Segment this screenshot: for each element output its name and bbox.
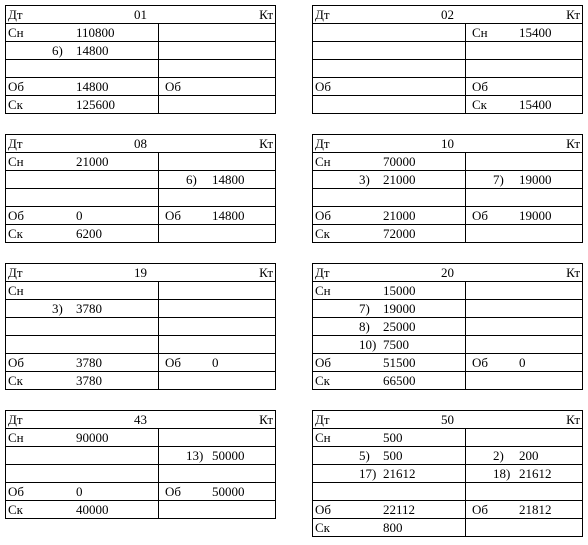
credit-amount: 21812 xyxy=(519,502,552,517)
debit-credit-divider xyxy=(158,318,159,335)
account-header xyxy=(6,135,275,152)
account-number: 20 xyxy=(441,265,454,280)
debit-amount: 125600 xyxy=(76,97,115,112)
credit-label: Кт xyxy=(259,412,273,427)
account-number: 43 xyxy=(134,412,147,427)
debit-credit-divider xyxy=(465,78,466,95)
debit-label: Дт xyxy=(8,136,23,151)
debit-amount: 500 xyxy=(383,448,403,463)
entry-row xyxy=(313,206,582,224)
entry-row xyxy=(313,281,582,299)
debit-amount: 14800 xyxy=(76,79,109,94)
debit-amount: 25000 xyxy=(383,319,416,334)
credit-amount: 0 xyxy=(519,355,526,370)
entry-row xyxy=(6,281,275,299)
entry-row xyxy=(6,317,275,335)
debit-amount: 70000 xyxy=(383,154,416,169)
credit-ref: 2) xyxy=(493,448,504,463)
debit-credit-divider xyxy=(465,42,466,59)
debit-amount: 21612 xyxy=(383,466,416,481)
debit-label-cell: Ск xyxy=(8,373,23,388)
debit-label-cell: Об xyxy=(315,502,332,517)
debit-label-cell: Об xyxy=(8,355,25,370)
debit-credit-divider xyxy=(465,372,466,389)
account-19 xyxy=(5,263,276,390)
account-20 xyxy=(312,263,583,390)
debit-credit-divider xyxy=(465,171,466,188)
debit-label-cell: Об xyxy=(315,79,332,94)
credit-label-cell: Об xyxy=(472,208,489,223)
debit-label-cell: Сн xyxy=(8,25,24,40)
debit-credit-divider xyxy=(465,336,466,353)
debit-credit-divider xyxy=(158,300,159,317)
debit-credit-divider xyxy=(465,189,466,206)
entry-row xyxy=(313,224,582,242)
entry-row xyxy=(313,518,582,536)
credit-amount: 15400 xyxy=(519,25,552,40)
entry-row xyxy=(6,353,275,371)
credit-label: Кт xyxy=(259,136,273,151)
debit-label: Дт xyxy=(315,265,330,280)
debit-credit-divider xyxy=(465,225,466,242)
entry-row xyxy=(6,206,275,224)
entry-row xyxy=(313,95,582,113)
debit-ref: 6) xyxy=(52,43,63,58)
debit-amount: 3780 xyxy=(76,301,102,316)
debit-amount: 21000 xyxy=(383,172,416,187)
entry-row xyxy=(6,224,275,242)
debit-credit-divider xyxy=(158,189,159,206)
debit-credit-divider xyxy=(158,171,159,188)
entry-row xyxy=(6,77,275,95)
account-number: 50 xyxy=(441,412,454,427)
account-number: 08 xyxy=(134,136,147,151)
account-01 xyxy=(5,5,276,114)
debit-label-cell: Об xyxy=(8,79,25,94)
debit-credit-divider xyxy=(465,483,466,500)
entry-row xyxy=(313,353,582,371)
debit-credit-divider xyxy=(465,354,466,371)
debit-label: Дт xyxy=(315,7,330,22)
debit-label-cell: Ск xyxy=(315,373,330,388)
debit-credit-divider xyxy=(465,96,466,113)
credit-label: Кт xyxy=(259,265,273,280)
credit-label-cell: Об xyxy=(472,502,489,517)
account-02 xyxy=(312,5,583,114)
debit-amount: 90000 xyxy=(76,430,109,445)
debit-ref: 3) xyxy=(52,301,63,316)
entry-row xyxy=(313,317,582,335)
debit-ref: 5) xyxy=(359,448,370,463)
entry-row xyxy=(313,464,582,482)
debit-credit-divider xyxy=(158,96,159,113)
account-number: 10 xyxy=(441,136,454,151)
entry-row xyxy=(6,170,275,188)
debit-amount: 22112 xyxy=(383,502,416,517)
debit-amount: 15000 xyxy=(383,283,416,298)
account-08 xyxy=(5,134,276,243)
debit-credit-divider xyxy=(465,501,466,518)
debit-amount: 14800 xyxy=(76,43,109,58)
debit-amount: 500 xyxy=(383,430,403,445)
account-number: 19 xyxy=(134,265,147,280)
entry-row xyxy=(6,152,275,170)
credit-label-cell: Об xyxy=(165,484,182,499)
account-header xyxy=(313,6,582,23)
debit-label-cell: Ск xyxy=(8,97,23,112)
entry-row xyxy=(313,299,582,317)
debit-amount: 3780 xyxy=(76,373,102,388)
account-number: 01 xyxy=(134,7,147,22)
debit-credit-divider xyxy=(465,300,466,317)
account-header xyxy=(6,264,275,281)
debit-ref: 8) xyxy=(359,319,370,334)
debit-label-cell: Сн xyxy=(315,283,331,298)
account-header xyxy=(313,135,582,152)
entry-row xyxy=(313,77,582,95)
credit-amount: 15400 xyxy=(519,97,552,112)
credit-amount: 0 xyxy=(212,355,219,370)
debit-amount: 800 xyxy=(383,520,403,535)
debit-credit-divider xyxy=(158,429,159,446)
entry-row xyxy=(313,446,582,464)
debit-credit-divider xyxy=(158,501,159,518)
debit-credit-divider xyxy=(158,42,159,59)
credit-amount: 50000 xyxy=(212,448,245,463)
debit-label-cell: Ск xyxy=(315,226,330,241)
debit-credit-divider xyxy=(158,207,159,224)
credit-label: Кт xyxy=(566,265,580,280)
debit-ref: 10) xyxy=(359,337,377,352)
debit-credit-divider xyxy=(465,519,466,536)
entry-row xyxy=(6,371,275,389)
credit-amount: 14800 xyxy=(212,208,245,223)
debit-credit-divider xyxy=(158,78,159,95)
debit-credit-divider xyxy=(158,336,159,353)
entry-row xyxy=(6,428,275,446)
credit-label: Кт xyxy=(259,7,273,22)
debit-label-cell: Сн xyxy=(8,154,24,169)
credit-ref: 7) xyxy=(493,172,504,187)
debit-amount: 3780 xyxy=(76,355,102,370)
entry-row xyxy=(313,371,582,389)
account-43 xyxy=(5,410,276,519)
debit-credit-divider xyxy=(158,372,159,389)
credit-amount: 50000 xyxy=(212,484,245,499)
debit-amount: 21000 xyxy=(383,208,416,223)
entry-row xyxy=(6,95,275,113)
entry-row xyxy=(313,335,582,353)
debit-credit-divider xyxy=(158,354,159,371)
debit-label-cell: Сн xyxy=(315,430,331,445)
entry-row xyxy=(6,188,275,206)
debit-credit-divider xyxy=(465,447,466,464)
entry-row xyxy=(313,23,582,41)
entry-row xyxy=(6,299,275,317)
debit-amount: 66500 xyxy=(383,373,416,388)
entry-row xyxy=(6,59,275,77)
credit-label: Кт xyxy=(566,136,580,151)
credit-label: Кт xyxy=(566,7,580,22)
debit-credit-divider xyxy=(158,465,159,482)
debit-ref: 3) xyxy=(359,172,370,187)
account-50 xyxy=(312,410,583,537)
debit-label-cell: Ск xyxy=(8,502,23,517)
debit-label-cell: Об xyxy=(315,355,332,370)
debit-credit-divider xyxy=(465,429,466,446)
debit-amount: 72000 xyxy=(383,226,416,241)
debit-credit-divider xyxy=(465,207,466,224)
credit-ref: 6) xyxy=(186,172,197,187)
entry-row xyxy=(6,482,275,500)
debit-credit-divider xyxy=(158,483,159,500)
debit-label-cell: Сн xyxy=(315,154,331,169)
entry-row xyxy=(313,500,582,518)
account-header xyxy=(6,6,275,23)
account-header xyxy=(313,264,582,281)
debit-label-cell: Об xyxy=(8,484,25,499)
debit-credit-divider xyxy=(465,282,466,299)
credit-amount: 200 xyxy=(519,448,539,463)
credit-amount: 19000 xyxy=(519,208,552,223)
debit-label-cell: Об xyxy=(8,208,25,223)
credit-amount: 19000 xyxy=(519,172,552,187)
entry-row xyxy=(313,170,582,188)
debit-credit-divider xyxy=(465,318,466,335)
credit-amount: 14800 xyxy=(212,172,245,187)
debit-credit-divider xyxy=(465,153,466,170)
debit-amount: 51500 xyxy=(383,355,416,370)
entry-row xyxy=(313,428,582,446)
debit-label: Дт xyxy=(315,412,330,427)
debit-label-cell: Об xyxy=(315,208,332,223)
debit-credit-divider xyxy=(158,153,159,170)
debit-amount: 40000 xyxy=(76,502,109,517)
debit-credit-divider xyxy=(465,60,466,77)
debit-credit-divider xyxy=(158,24,159,41)
debit-label: Дт xyxy=(8,7,23,22)
debit-amount: 6200 xyxy=(76,226,102,241)
credit-label-cell: Об xyxy=(165,355,182,370)
debit-amount: 0 xyxy=(76,208,83,223)
debit-amount: 21000 xyxy=(76,154,109,169)
credit-label-cell: Сн xyxy=(472,25,488,40)
credit-label: Кт xyxy=(566,412,580,427)
debit-credit-divider xyxy=(158,225,159,242)
debit-credit-divider xyxy=(465,465,466,482)
entry-row xyxy=(313,482,582,500)
account-10 xyxy=(312,134,583,243)
entry-row xyxy=(6,41,275,59)
debit-ref: 17) xyxy=(359,466,377,481)
debit-amount: 110800 xyxy=(76,25,115,40)
entry-row xyxy=(6,23,275,41)
debit-credit-divider xyxy=(158,447,159,464)
debit-label-cell: Ск xyxy=(315,520,330,535)
credit-ref: 18) xyxy=(493,466,511,481)
debit-label-cell: Сн xyxy=(8,283,24,298)
entry-row xyxy=(6,500,275,518)
debit-label: Дт xyxy=(8,412,23,427)
debit-label: Дт xyxy=(8,265,23,280)
debit-label: Дт xyxy=(315,136,330,151)
entry-row xyxy=(6,464,275,482)
account-header xyxy=(6,411,275,428)
entry-row xyxy=(313,188,582,206)
credit-label-cell: Об xyxy=(165,208,182,223)
account-header xyxy=(313,411,582,428)
credit-label-cell: Об xyxy=(165,79,182,94)
credit-label-cell: Об xyxy=(472,79,489,94)
account-number: 02 xyxy=(441,7,454,22)
credit-ref: 13) xyxy=(186,448,204,463)
debit-label-cell: Ск xyxy=(8,226,23,241)
entry-row xyxy=(6,335,275,353)
debit-label-cell: Сн xyxy=(8,430,24,445)
debit-amount: 0 xyxy=(76,484,83,499)
debit-ref: 7) xyxy=(359,301,370,316)
entry-row xyxy=(313,41,582,59)
entry-row xyxy=(313,152,582,170)
debit-amount: 7500 xyxy=(383,337,409,352)
debit-credit-divider xyxy=(465,24,466,41)
debit-credit-divider xyxy=(158,60,159,77)
debit-amount: 19000 xyxy=(383,301,416,316)
credit-label-cell: Об xyxy=(472,355,489,370)
credit-amount: 21612 xyxy=(519,466,552,481)
credit-label-cell: Ск xyxy=(472,97,487,112)
entry-row xyxy=(6,446,275,464)
entry-row xyxy=(313,59,582,77)
debit-credit-divider xyxy=(158,282,159,299)
